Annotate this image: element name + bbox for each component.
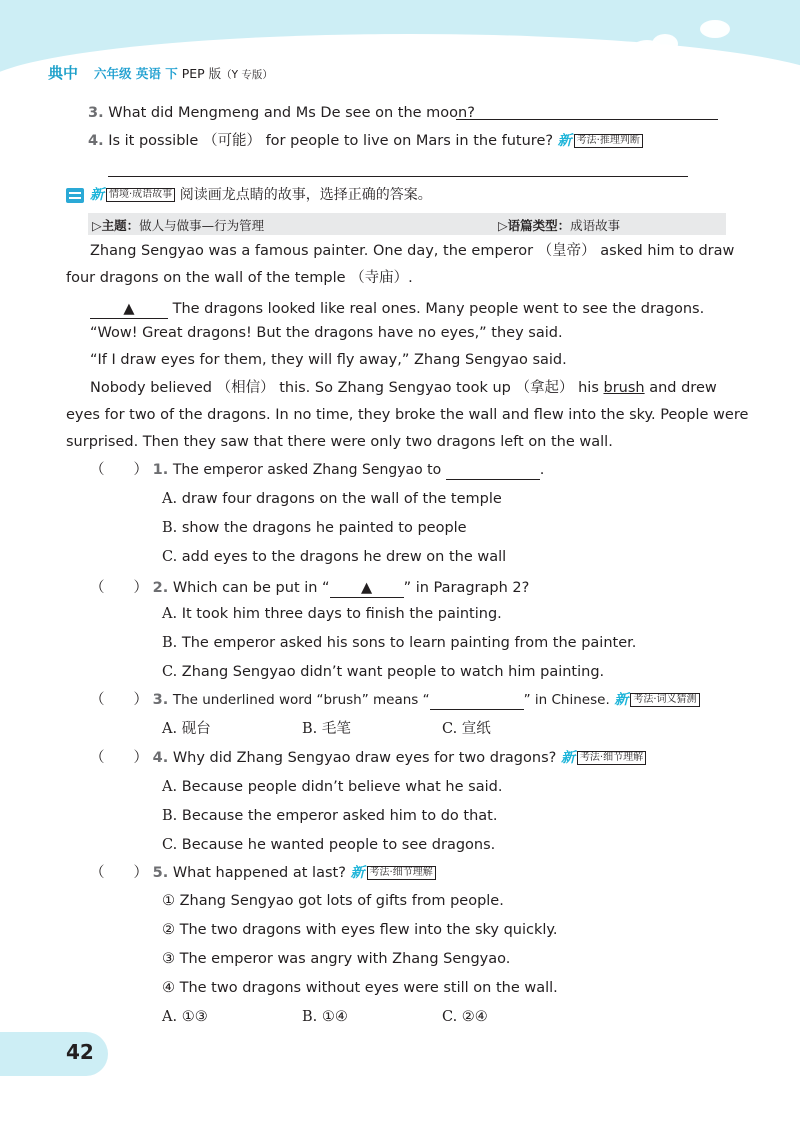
answer-blank: ▲ [330,579,404,598]
header-edition: PEP 版 [177,66,222,81]
question-text: ” in Chinese. [523,692,610,708]
method-tag: 考法·词义猜测 [630,693,699,707]
genre-label: 语篇类型： [507,218,571,233]
question-number: 1. [152,462,169,478]
option-label: C. [162,664,178,680]
option-b[interactable] [162,634,636,652]
option-label: C. [442,721,458,737]
option-text: Zhang Sengyao didn’t want people to watch him painting. [181,664,605,680]
answer-bracket[interactable]: （ ） [90,750,148,766]
question-text: Why did Zhang Sengyao draw eyes for two dragons? [172,750,557,766]
option-text: ①④ [321,1009,348,1025]
passage-text: The dragons looked like real ones. Many people went to see the dragons. [168,301,705,317]
option-text: show the dragons he painted to people [181,520,467,536]
answer-blank[interactable] [430,691,524,710]
new-badge-icon: 新 [560,750,575,766]
option-label: B. [162,808,178,824]
underlined-word: brush [603,380,645,396]
option-c[interactable] [162,663,604,681]
answer-bracket[interactable]: （ ） [90,865,148,881]
passage-line: four dragons on the wall of the temple （寺庙）. [66,270,413,286]
statement-2: ② The two dragons with eyes flew into the sky quickly. [162,922,558,938]
question-number: 5. [152,865,169,881]
question-end: . [539,462,545,478]
method-tag: 考法·细节理解 [577,751,646,765]
option-text: add eyes to the dragons he drew on the wall [181,549,507,565]
method-tag: 考法·推理判断 [574,134,643,148]
option-b[interactable] [302,720,351,738]
option-c[interactable] [162,836,495,854]
genre-info [498,216,620,234]
question-text: The emperor asked Zhang Sengyao to [172,462,442,478]
passage-blank: ▲ [90,300,168,319]
question-text: Is it possible （可能） for people to live on Mars in the future? [108,133,554,149]
answer-line[interactable] [456,119,718,120]
mc-question-2 [90,579,529,598]
context-tag: 情境·成语故事 [106,188,175,202]
statement-1: ① Zhang Sengyao got lots of gifts from people. [162,893,504,909]
section-three-icon [66,188,84,203]
option-label: A. [162,606,178,622]
question-4 [88,132,643,150]
header-title [94,64,273,82]
option-text: It took him three days to finish the painting. [181,606,502,622]
passage-text: Nobody believed （相信） this. So Zhang Sengyao took up （拿起） his [90,380,604,396]
theme-value: 做人与做事—行为管理 [139,218,265,233]
question-text: What happened at last? [172,865,346,881]
option-text: ①③ [181,1009,208,1025]
option-label: B. [302,1009,318,1025]
option-text: ②④ [461,1009,488,1025]
option-c[interactable] [442,720,491,738]
page-number: 42 [66,1040,94,1064]
option-text: draw four dragons on the wall of the temple [181,491,502,507]
new-badge-icon: 新 [350,865,365,881]
option-label: C. [162,549,178,565]
statement-4: ④ The two dragons without eyes were still on the wall. [162,980,558,996]
option-label: B. [162,635,178,651]
cloud-decoration [652,34,678,54]
option-label: A. [162,721,178,737]
genre-value: 成语故事 [570,218,621,233]
option-a[interactable] [162,490,502,508]
option-text: Because people didn’t believe what he said. [181,779,503,795]
mc-question-4 [90,749,646,767]
statement-3: ③ The emperor was angry with Zhang Sengyao. [162,951,511,967]
new-badge-icon: 新 [557,133,572,149]
question-number: 4. [88,133,104,149]
question-number: 4. [152,750,169,766]
section-instruction [90,186,432,204]
option-a[interactable] [162,778,502,796]
question-number: 2. [152,580,169,596]
passage-line [90,379,717,397]
play-icon: ▷ [498,218,508,233]
header-variant: （Y 专版） [221,69,273,81]
question-text: Which can be put in “ [172,580,330,596]
answer-bracket[interactable]: （ ） [90,580,148,596]
option-c[interactable] [442,1008,488,1026]
option-a[interactable] [162,605,502,623]
option-a[interactable] [162,1008,208,1026]
passage-line [90,300,704,319]
passage-line: surprised. Then they saw that there were only two dragons left on the wall. [66,434,613,450]
option-c[interactable] [162,548,506,566]
option-label: A. [162,1009,178,1025]
answer-blank[interactable] [446,461,540,480]
passage-line: Zhang Sengyao was a famous painter. One day, the emperor （皇帝） asked him to draw [90,243,735,259]
option-label: B. [162,520,178,536]
theme-label: 主题： [101,218,140,233]
question-3 [88,104,475,122]
passage-line: eyes for two of the dragons. In no time, they broke the wall and flew into the sky. People were [66,407,749,423]
option-b[interactable] [162,807,497,825]
option-text: 毛笔 [321,721,351,737]
theme-info [92,216,264,234]
answer-bracket[interactable]: （ ） [90,692,148,708]
new-badge-icon: 新 [614,692,629,708]
question-text: The underlined word “brush” means “ [172,692,430,708]
method-tag: 考法·细节理解 [367,866,436,880]
question-text: What did Mengmeng and Ms De see on the moon? [108,105,475,121]
new-badge-icon: 新 [90,187,104,203]
option-text: 宣纸 [461,721,491,737]
option-text: 砚台 [181,721,211,737]
question-number: 3. [152,692,169,708]
option-label: A. [162,779,178,795]
mc-question-1 [90,461,544,480]
option-text: Because the emperor asked him to do that. [181,808,498,824]
passage-line: “Wow! Great dragons! But the dragons have no eyes,” they said. [90,325,563,341]
mc-question-3 [90,691,700,710]
question-number: 3. [88,105,104,121]
play-icon: ▷ [92,218,102,233]
answer-line[interactable] [108,176,688,177]
option-label: C. [442,1009,458,1025]
option-text: The emperor asked his sons to learn painting from the painter. [181,635,637,651]
option-text: Because he wanted people to see dragons. [181,837,496,853]
option-label: C. [162,837,178,853]
option-a[interactable] [162,720,211,738]
brand-logo: 典中 [48,64,79,82]
option-label: B. [302,721,318,737]
cloud-decoration [700,20,730,38]
passage-text: and drew [644,380,717,396]
instruction-text: 阅读画龙点睛的故事，选择正确的答案。 [179,187,432,203]
mc-question-5 [90,864,436,882]
header-grade: 六年级 英语 下 [94,66,178,81]
option-label: A. [162,491,178,507]
question-text: ” in Paragraph 2? [403,580,530,596]
option-b[interactable] [302,1008,348,1026]
option-b[interactable] [162,519,467,537]
answer-bracket[interactable]: （ ） [90,462,148,478]
passage-line: “If I draw eyes for them, they will fly away,” Zhang Sengyao said. [90,352,567,368]
